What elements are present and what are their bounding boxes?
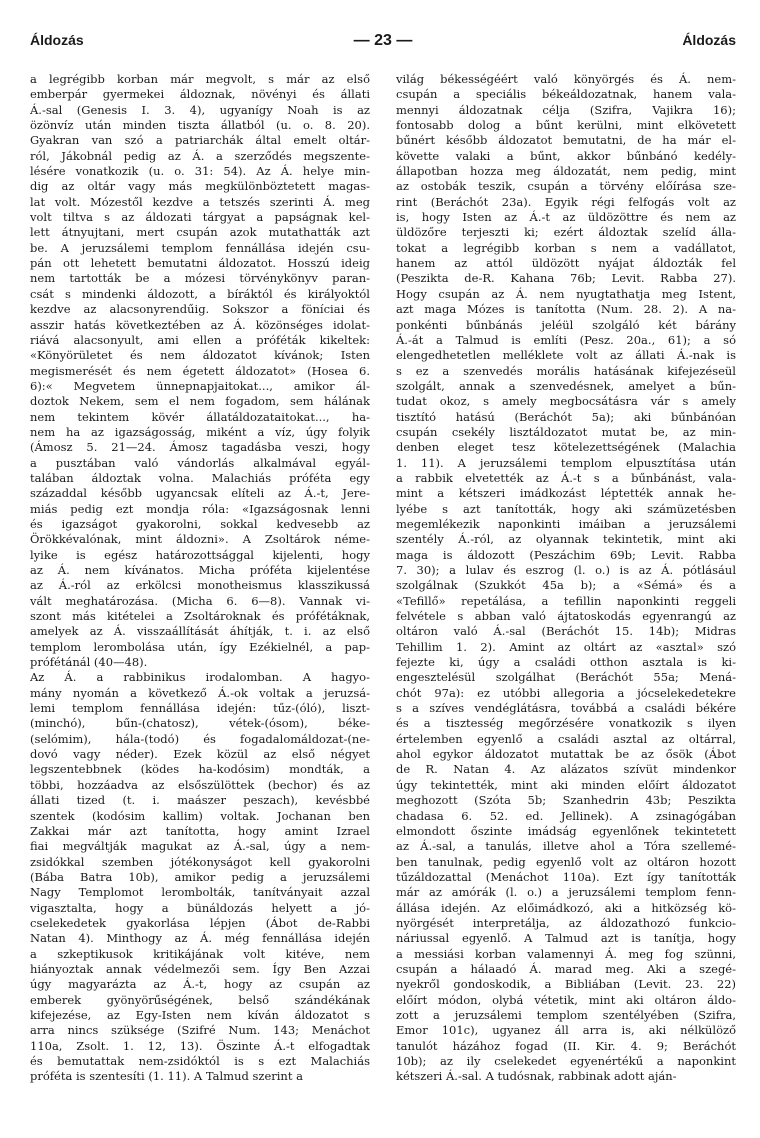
text-line: elmondott őszinte imádság egyenlőnek tekintetett <box>396 823 736 838</box>
text-line: a pusztában való vándorlás alkalmával egyál- <box>30 455 370 470</box>
text-line: csupán a speciális békeáldozatnak, hanem vala- <box>396 87 736 102</box>
text-line: előírt módon, olybá vétetik, mint aki oltáron áldo- <box>396 992 736 1007</box>
text-line: meghozott (Szóta 5b; Szanhedrin 43b; Peszikta <box>396 793 736 808</box>
text-line: lyike is egész határozottsággal kijelenti, hogy <box>30 547 370 562</box>
text-line: világ békességéért való könyörgés és Á. nem- <box>396 72 736 86</box>
text-line: mennyi áldozatnak célja (Szifra, Vajikra 16); <box>396 102 736 117</box>
text-line: Tehillim 1. 2). Amint az oltárt az «asztal» szó <box>396 639 736 654</box>
text-line: prófétánál (40—48). <box>30 655 148 670</box>
text-line: templom lerombolása után, így Ezékielnél, a pap- <box>30 639 370 654</box>
text-line: de R. Natan 4. Az alázatos szívüt mindenkor <box>396 762 736 777</box>
text-line: miás pedig ezt mondja róla: «Igazságosnak lenni <box>30 501 370 516</box>
text-line: cselekedetek gyakorlása lépjen (Ábot de-Rabbi <box>30 915 370 930</box>
text-line: szentek (kodósim kallim) voltak. Jochanan ben <box>30 808 370 823</box>
text-line: állása idején. Az előimádkozó, aki a hitközség kö- <box>396 900 736 915</box>
text-line: üldözőre terjeszti ki; ezért áldoztak szelíd álla- <box>396 225 736 240</box>
text-line: állati tized (t. i. maászer peszach), kevésbbé <box>30 793 370 808</box>
text-line: náriussal egyenlő. A Talmud azt is tanítja, hogy <box>396 931 736 946</box>
text-line: legszentebbnek (ködes ha-kodósim) mondták, a <box>30 762 370 777</box>
text-line: tanulót házához fogad (II. Kir. 4. 9; Beráchót <box>396 1038 736 1053</box>
text-line: Hogy csupán az Á. nem nyugtathatja meg Istent, <box>396 286 736 301</box>
text-line: azt maga Mózes is tanította (Num. 28. 2). A na- <box>396 302 736 317</box>
text-line: csupán a hálaadó Á. marad meg. Aki a szegé- <box>396 961 736 976</box>
text-line: vigasztalta, hogy a bünáldozás helyett a jó- <box>30 900 370 915</box>
text-line: mint a kétszeri imádkozást léptették annak he- <box>396 486 736 501</box>
text-line: 1. 11). A jeruzsálemi templom elpusztítása után <box>396 455 736 470</box>
text-line: volt tiltva s az áldozati tárgyat a papságnak kel- <box>30 210 370 225</box>
text-line: az ostobák teszik, csupán a törvény előírása sze- <box>396 179 736 194</box>
text-line: dig az oltár vagy más megkülönböztetett magas- <box>30 179 370 194</box>
text-line: ról, Jákobnál pedig az Á. a szerződés megszente- <box>30 148 370 163</box>
text-line: be. A jeruzsálemi templom fennállása idején csu- <box>30 240 370 255</box>
text-line: tűzáldozattal (Menáchot 110a). Ezt így tanították <box>396 869 736 884</box>
text-line: úgy tekintették, mint aki minden előírt áldozatot <box>396 777 736 792</box>
text-line: (selómim), hála-(todó) és fogadalomáldozat-(ne- <box>30 731 370 746</box>
text-line: megemlékezik naponkinti imáiban a jeruzsálemi <box>396 516 736 531</box>
right-column <box>396 72 736 1085</box>
text-line: «Tefillő» repetálása, a tefillin naponkinti reggeli <box>396 593 736 608</box>
text-line: mány nyomán a következő Á.-ok voltak a jeruzsá- <box>30 685 370 700</box>
text-line: az Á.-ról az erkölcsi monotheismus klasszikussá <box>30 578 370 593</box>
text-line: hiányoztak annak védelmezői sem. Így Ben Azzai <box>30 961 370 976</box>
text-line: chót 97a): ez utóbbi allegoria a jócselekedetekre <box>396 685 736 700</box>
text-line: lésére vonatkozik (u. o. 31: 54). Az Á. helye min- <box>30 164 370 179</box>
text-line: fontosabb dolog a bűnt kerülni, mint elkövetett <box>396 118 736 133</box>
text-line: úgy magyarázta az Á.-t, hogy az csupán az <box>30 977 370 992</box>
text-line: oltáron való Á.-sal (Beráchót 15. 14b); Midras <box>396 624 736 639</box>
text-line: engesztelésül szolgálhat (Beráchót 55a; Mená- <box>396 670 736 685</box>
text-line: pán ott lehetett bemutatni áldozatot. Hosszú ideig <box>30 256 370 271</box>
text-line: értelemben egyenlő a családi asztal az oltárral, <box>396 731 736 746</box>
text-line: talában áldoztak volna. Malachiás próféta egy <box>30 470 370 485</box>
text-line: Zakkai már azt tanította, hogy amint Izrael <box>30 823 370 838</box>
text-line: az Á. nem kívánatos. Micha próféta kijelentése <box>30 563 370 577</box>
text-line: «Könyörületet és nem áldozatot kívánok; Isten <box>30 348 370 363</box>
text-line: az Á.-sal, a tanulás, illetve ahol a Tóra szellemé- <box>396 839 736 854</box>
text-line: lat volt. Mózestől kezdve a tetszés szerinti Á. meg <box>30 194 370 209</box>
text-line: a rabbik elvetették az Á.-t s a bűnbánást, vala- <box>396 470 736 485</box>
text-line: kifejezése, az Egy-Isten nem kíván áldozatot s <box>30 1007 370 1022</box>
text-line: hanem az attól üldözött nyájat áldozták fel <box>396 256 736 271</box>
text-line: szolgált, annak a szenvedésnek, amelyet a bűn- <box>396 378 736 393</box>
text-line: bűnért később áldozatot bemutatni, de ha már el- <box>396 133 736 148</box>
text-line: Gyakran van szó a patriarchák által emelt oltár- <box>30 133 370 148</box>
text-line: fejezte ki, úgy a családi otthon asztala is ki- <box>396 655 736 670</box>
text-line: és a tisztesség megőrzésére vonatkozik s ilyen <box>396 716 736 731</box>
text-line: nyekről gondoskodik, a Bibliában (Levit. 23. 22) <box>396 977 736 992</box>
text-line: (minchó), bűn-(chatosz), vétek-(ósom), béke- <box>30 716 370 731</box>
text-line: zsidókkal szemben jótékonyságot kell gyakorolni <box>30 854 370 869</box>
header-left-keyword: Áldozás <box>30 32 84 48</box>
text-line: ahol egykor áldozatot mutattak be az ősök (Ábot <box>396 747 736 762</box>
text-line: tokat a legrégibb korban s nem a vadállatot, <box>396 240 736 255</box>
text-line: szolgálnak (Szukkót 45a b); a «Sémá» és a <box>396 578 736 593</box>
text-line: Á.-sal (Genesis I. 3. 4), ugyanígy Noah is az <box>30 102 370 117</box>
text-line: vált meghatározása. (Micha 6. 6—8). Vannak vi- <box>30 593 370 608</box>
text-line: zott a jeruzsálemi templom szentélyében (Szifra, <box>396 1007 736 1022</box>
text-line: s ez a szenvedés morális hatásának kifejezéseül <box>396 363 736 378</box>
text-line: és igazságot gyakorolni, sokkal kedvesebb az <box>30 516 370 531</box>
left-column <box>30 72 370 1085</box>
text-line: chadasa 6. 52. ed. Jellinek). A zsinagógában <box>396 808 736 823</box>
text-line: szentély Á.-ról, az olyannak tekintetik, mint aki <box>396 532 736 547</box>
text-line: (Bába Batra 10b), amikor pedig a jeruzsálemi <box>30 869 370 884</box>
text-line: a messiási korban valamennyi Á. meg fog szünni, <box>396 946 736 961</box>
text-line: a szkeptikusok kritikájának volt kitéve, nem <box>30 946 370 961</box>
text-line: lemi templom fennállása idején: tűz-(óló), liszt- <box>30 701 370 716</box>
text-line: emberpár gyermekei áldoznak, növényi és állati <box>30 87 370 102</box>
text-line: nyörgését interpretálja, az áldozathozó funkcio- <box>396 915 736 930</box>
text-line: fiai megváltják magukat az Á.-sal, úgy a nem- <box>30 839 370 854</box>
text-line: Á.-át a Talmud is említi (Pesz. 20a., 61); a só <box>396 332 736 347</box>
text-line: többi, hozzáadva az elsőszülöttek (bechor) és az <box>30 777 370 792</box>
header-right-keyword: Áldozás <box>682 32 736 48</box>
text-line: (Ámosz 5. 21—24. Ámosz tagadásba veszi, hogy <box>30 440 370 455</box>
text-line: Emor 101c), ugyanez áll arra is, aki nélkülöző <box>396 1023 736 1038</box>
text-line: megismerését és nem égetett áldozatot» (Hosea 6. <box>30 363 370 378</box>
text-line: felvétele s abban való ájtatoskodás egyenrangú az <box>396 609 736 624</box>
text-line: tudat okoz, s amely megbocsátásra vár s amely <box>396 394 736 409</box>
text-line: dovó vagy néder). Ezek közül az első négyet <box>30 747 370 762</box>
text-line: Nagy Templomot lerombolták, tanítványait azzal <box>30 885 370 900</box>
text-line: arra nincs szüksége (Szifré Num. 143; Menáchot <box>30 1023 370 1038</box>
text-line: lyébe s azt tanították, hogy aki számüzetésben <box>396 501 736 516</box>
text-line: is, hogy Isten az Á.-t az üldözöttre és nem az <box>396 210 736 225</box>
text-line: Az Á. a rabbinikus irodalomban. A hagyo- <box>30 670 370 685</box>
text-line: emberek gyönyörűségének, belső szándékának <box>30 992 370 1007</box>
text-line: próféta is szentesíti (1. 11). A Talmud szerint a <box>30 1069 303 1084</box>
text-line: ben tanulnak, pedig egyenlő volt az oltáron hozott <box>396 854 736 869</box>
text-line: nem tekintem kövér állatáldozataitokat..., ha- <box>30 409 370 424</box>
text-line: nem tartották be a mózesi törvénykönyv paran- <box>30 271 370 286</box>
text-line: kezdve az alacsonyrendűig. Sokszor a föníciai és <box>30 302 370 317</box>
text-line: 110a, Zsolt. 1. 12, 13). Öszinte Á.-t elfogadtak <box>30 1038 370 1053</box>
text-line: Natan 4). Minthogy az Á. még fennállása idején <box>30 931 370 946</box>
text-line: (Peszikta de-R. Kahana 76b; Levit. Rabba 27). <box>396 271 736 286</box>
text-line: 10b); az ily cselekedet egyenértékű a naponkint <box>396 1054 736 1068</box>
running-header <box>30 32 736 54</box>
text-line: a legrégibb korban már megvolt, s már az első <box>30 72 370 86</box>
text-line: és bemutattak nem-zsidóktól is s ezt Malachiás <box>30 1054 370 1068</box>
text-line: riává alacsonyult, ami ellen a próféták kikeltek: <box>30 332 370 347</box>
text-line: elengedhetetlen melléklete volt az állati Á.-nak is <box>396 348 736 363</box>
text-line: doztok Nekem, sem el nem fogadom, sem hálának <box>30 394 370 409</box>
text-line: 7. 30); a lulav és eszrog (l. o.) is az Á. pótlásául <box>396 563 736 577</box>
text-line: szont más kitételei a Zsoltároknak és prófétáknak, <box>30 609 370 624</box>
text-line: csupán csekély lisztáldozatot mutat be, az min- <box>396 424 736 439</box>
text-line: lett átnyujtani, mert csupán azok mutathatták azt <box>30 225 370 240</box>
text-line: állapotban hozza meg áldozatát, nem pedig, mint <box>396 164 736 179</box>
page-number: — 23 — <box>353 32 413 49</box>
text-line: kétszeri Á.-sal. A tudósnak, rabbinak adott aján- <box>396 1069 677 1084</box>
text-line: maga is áldozott (Peszáchim 69b; Levit. Rabba <box>396 547 736 562</box>
text-line: özönvíz után minden tiszta állatból (u. o. 8. 20). <box>30 118 370 133</box>
text-line: asszir hatás következtében az Á. közönséges idolat- <box>30 317 370 332</box>
text-line: denben eleget tesz kötelezettségének (Malachia <box>396 440 736 455</box>
text-line: tisztító hatású (Beráchót 5a); aki bűnbánóan <box>396 409 736 424</box>
text-line: nem ha az igazságosság, miként a víz, úgy folyik <box>30 424 370 439</box>
text-line: amelyek az Á. visszaállítását áhítják, t. i. az első <box>30 624 370 639</box>
text-line: csát s mindenki áldozott, a bíráktól és királyoktól <box>30 286 370 301</box>
text-line: ponkénti bűnbánás jeléül szolgáló két bárány <box>396 317 736 332</box>
text-line: már az amórák (l. o.) a jeruzsálemi templom fenn- <box>396 885 736 900</box>
text-line: századdal később ugyancsak elíteli az Á.-t, Jere- <box>30 486 370 501</box>
text-line: 6):« Megvetem ünnepnapjaitokat..., amikor ál- <box>30 378 370 393</box>
text-columns <box>30 72 736 1085</box>
text-line: s a szíves vendéglátásra, továbbá a családi békére <box>396 701 736 716</box>
text-line: rint (Beráchót 23a). Egyik régi felfogás volt az <box>396 194 736 209</box>
text-line: követte valaki a bűnt, akkor bűnbánó kedély- <box>396 148 736 163</box>
text-line: Örökkévalónak, mint áldozni». A Zsoltárok néme- <box>30 532 370 547</box>
